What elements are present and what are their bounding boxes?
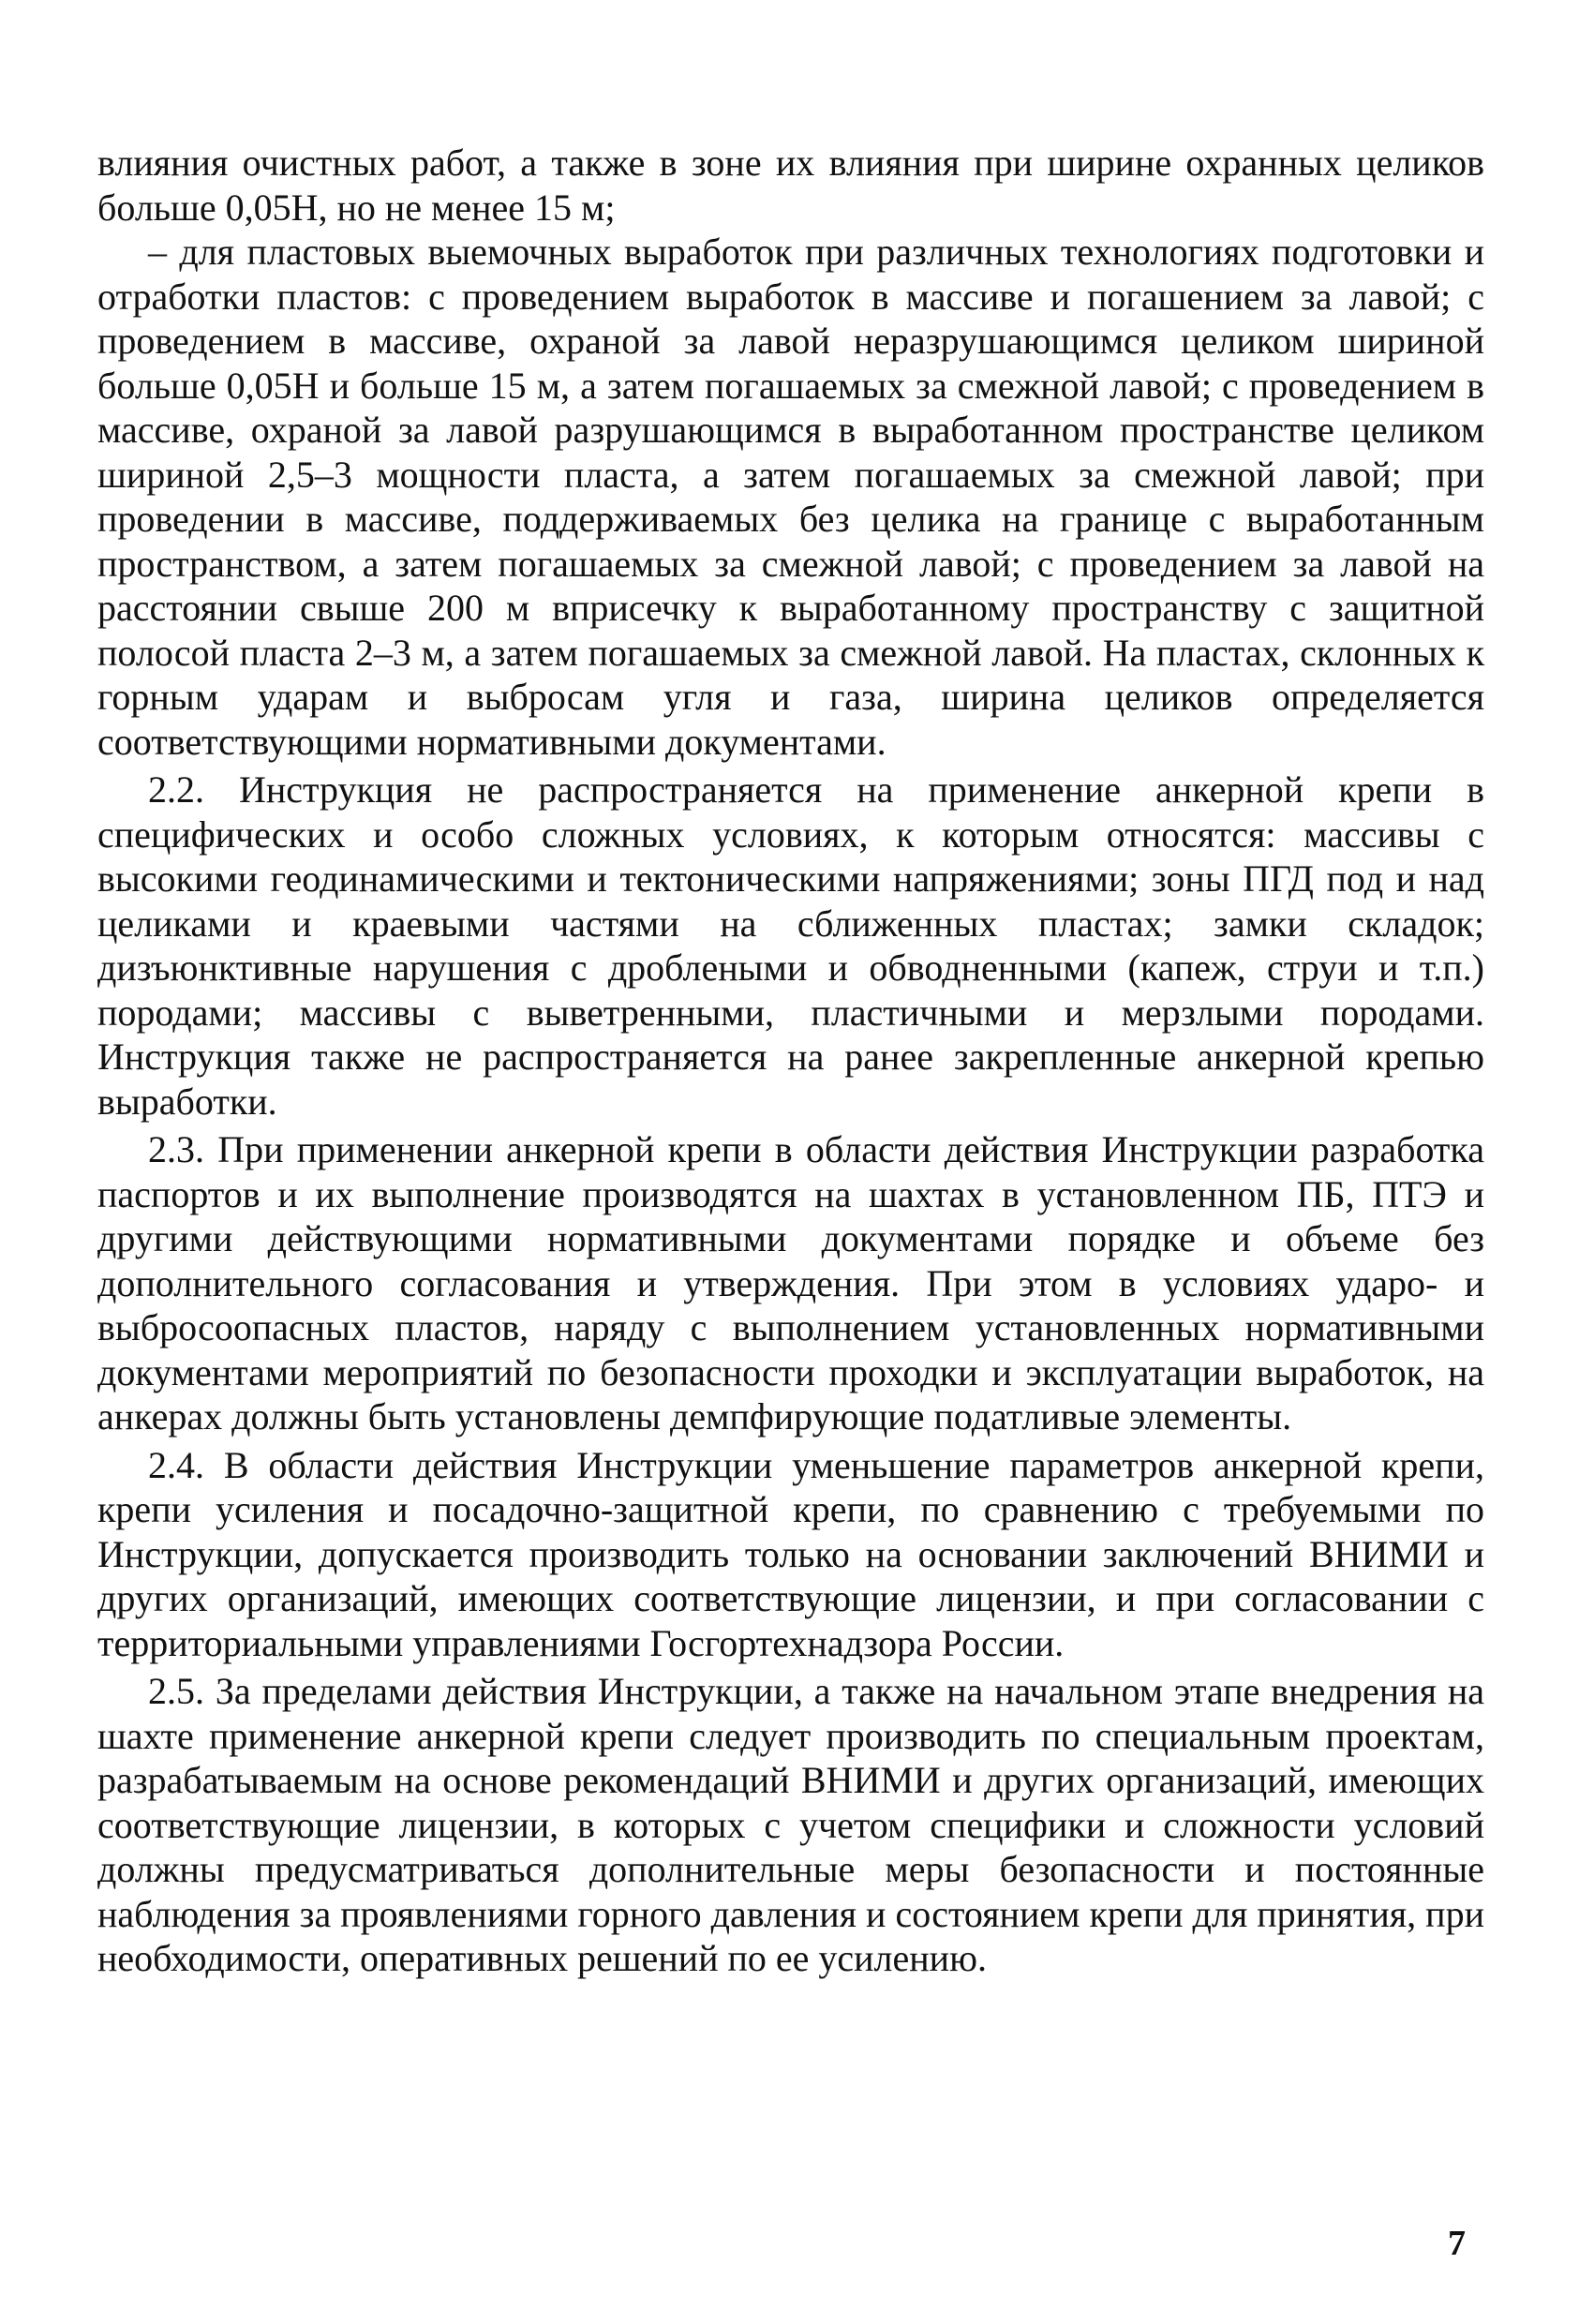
paragraph-2-5: 2.5. За пределами действия Инструкции, а также на начальном этапе внедрения на шахте применение анкерной крепи следует производить по специальным проектам, разрабатываемым на основе рекомендаций ВНИМИ и других организаций, имеющих соответствующие лицензии, в которых с учетом специфики и сложности условий должны предусматриваться дополнительные меры безопасности и постоянные наблюдения за проявлениями горного давления и состоянием крепи для принятия, при необходимости, оперативных решений по ее усилению. — [97, 1670, 1484, 1979]
paragraph-continuation: влияния очистных работ, а также в зоне их влияния при ширине охранных целиков больше 0,05H, но не менее 15 м; — [97, 142, 1484, 229]
document-page — [97, 141, 1484, 1981]
page-number: 7 — [1448, 2224, 1466, 2263]
paragraph-2-3: 2.3. При применении анкерной крепи в области действия Инструкции разработка паспортов и их выполнение производятся на шахтах в установленном ПБ, ПТЭ и другими действующими нормативными документами порядке и объеме без дополнительного согласования и утверждения. При этом в условиях ударо- и выбросоопасных пластов, наряду с выполнением установленных нормативными документами мероприятий по безопасности проходки и эксплуатации выработок, на анкерах должны быть установлены демпфирующие податливые элементы. — [97, 1128, 1484, 1438]
paragraph-2-2: 2.2. Инструкция не распространяется на применение анкерной крепи в специфических и особо сложных условиях, к которым относятся: массивы с высокими геодинамическими и тектоническими напряжениями; зоны ПГД под и над целиками и краевыми частями на сближенных пластах; замки складок; дизъюнктивные нарушения с дроблеными и обводненными (капеж, струи и т.п.) породами; массивы с выветренными, пластичными и мерзлыми породами. Инструкция также не распространяется на ранее закрепленные анкерной крепью выработки. — [97, 768, 1484, 1123]
paragraph-list-item-excavations: – для пластовых выемочных выработок при различных технологиях подготовки и отработки пластов: с проведением выработок в массиве и погашением за лавой; с проведением в массиве, охраной за лавой неразрушающимся целиком шириной больше 0,05H и больше 15 м, а затем погашаемых за смежной лавой; с проведением в массиве, охраной за лавой разрушающимся в выработанном пространстве целиком шириной 2,5–3 мощности пласта, а затем погашаемых за смежной лавой; при проведении в массиве, поддерживаемых без целика на границе с выработанным пространством, а затем погашаемых за смежной лавой; с проведением за лавой на расстоянии свыше 200 м вприсечку к выработанному пространству с защитной полосой пласта 2–3 м, а затем погашаемых за смежной лавой. На пластах, склонных к горным ударам и выбросам угля и газа, ширина целиков определяется соответствующими нормативными документами. — [97, 231, 1484, 763]
paragraph-2-4: 2.4. В области действия Инструкции уменьшение параметров анкерной крепи, крепи усиления и посадочно-защитной крепи, по сравнению с требуемыми по Инструкции, допускается производить только на основании заключений ВНИМИ и других организаций, имеющих соответствующие лицензии, и при согласовании с территориальными управлениями Госгортехнадзора России. — [97, 1443, 1484, 1664]
